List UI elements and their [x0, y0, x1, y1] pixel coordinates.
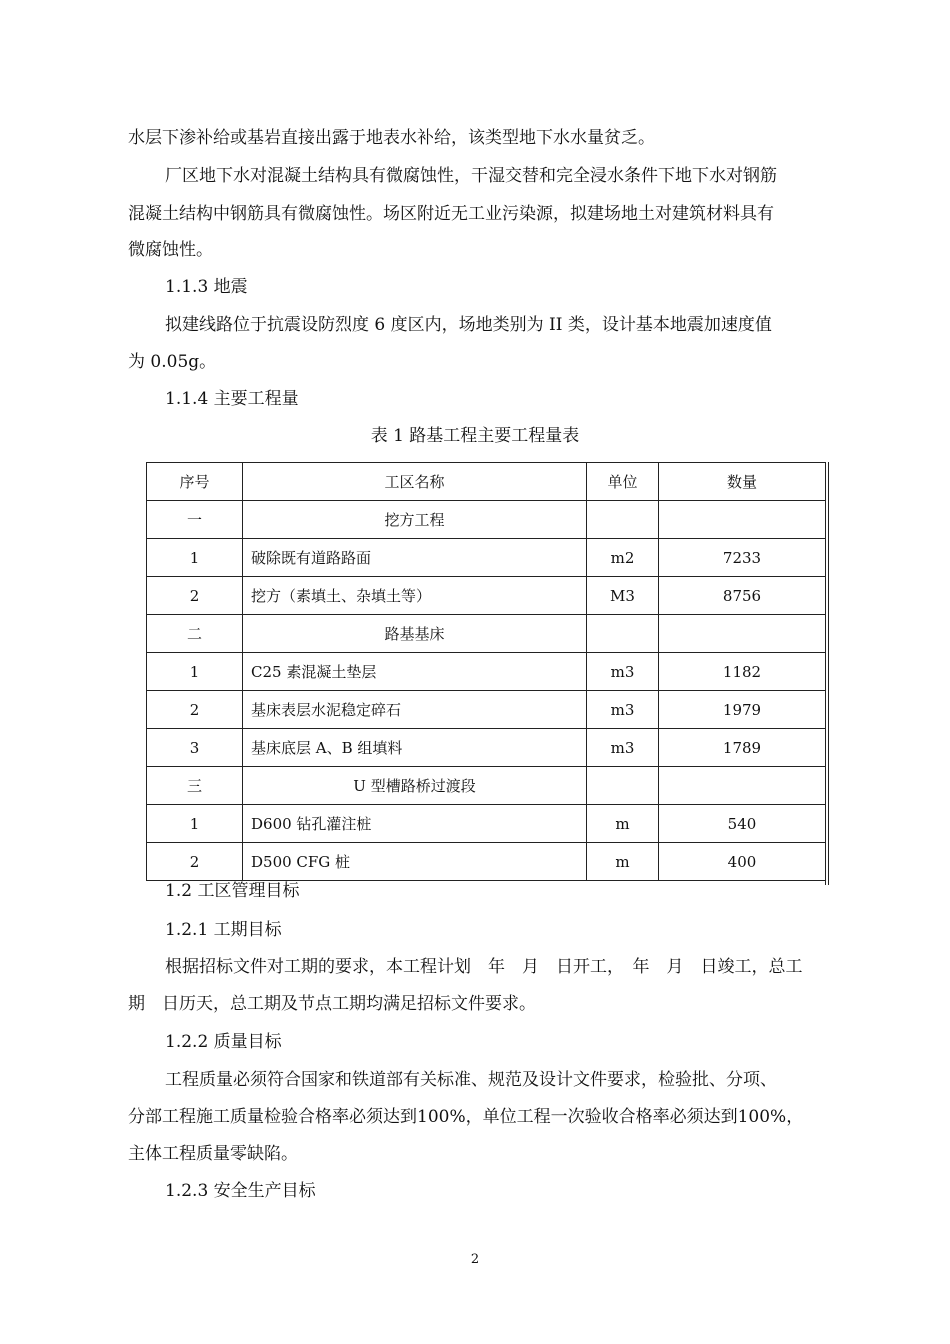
unit-cell: m2	[587, 539, 659, 577]
quantity-cell: 7233	[659, 539, 826, 577]
page-number: 2	[470, 1252, 480, 1267]
paragraph-line: 根据招标文件对工期的要求，本工程计划 年 月 日开工， 年 月 日竣工，总工	[165, 957, 803, 977]
header-cell: 单位	[587, 463, 659, 501]
item-name-cell: 挖方（素填土、杂填土等）	[243, 577, 587, 615]
quantities-table	[146, 462, 826, 881]
unit-cell	[587, 501, 659, 539]
unit-cell: m3	[587, 653, 659, 691]
table-row	[147, 501, 826, 539]
paragraph-line: 水层下渗补给或基岩直接出露于地表水补给，该类型地下水水量贫乏。	[128, 128, 655, 148]
quantity-cell	[659, 615, 826, 653]
unit-cell: m	[587, 805, 659, 843]
paragraph-line: 微腐蚀性。	[128, 240, 213, 260]
section-heading: 1.2.2 质量目标	[165, 1032, 282, 1052]
unit-cell	[587, 767, 659, 805]
table-row	[147, 729, 826, 767]
row-index-cell: 2	[147, 691, 243, 729]
quantity-cell: 400	[659, 843, 826, 881]
table-caption: 表 1 路基工程主要工程量表	[370, 426, 580, 446]
section-heading: 1.2.3 安全生产目标	[165, 1181, 316, 1201]
row-index-cell: 一	[147, 501, 243, 539]
table-row	[147, 653, 826, 691]
paragraph-line: 混凝土结构中钢筋具有微腐蚀性。场区附近无工业污染源，拟建场地土对建筑材料具有	[128, 204, 774, 224]
table-right-border	[825, 462, 829, 885]
paragraph-line: 厂区地下水对混凝土结构具有微腐蚀性，干湿交替和完全浸水条件下地下水对钢筋	[165, 166, 777, 186]
unit-cell: m3	[587, 691, 659, 729]
row-index-cell: 3	[147, 729, 243, 767]
quantity-cell: 1979	[659, 691, 826, 729]
row-index-cell: 三	[147, 767, 243, 805]
unit-cell: m3	[587, 729, 659, 767]
quantity-cell: 1182	[659, 653, 826, 691]
section-heading: 1.1.3 地震	[165, 277, 248, 297]
header-cell: 工区名称	[243, 463, 587, 501]
unit-cell: M3	[587, 577, 659, 615]
unit-cell	[587, 615, 659, 653]
item-name-cell: U 型槽路桥过渡段	[243, 767, 587, 805]
item-name-cell: 基床底层 A、B 组填料	[243, 729, 587, 767]
paragraph-line: 分部工程施工质量检验合格率必须达到100%，单位工程一次验收合格率必须达到100%，	[128, 1107, 804, 1127]
quantity-cell: 540	[659, 805, 826, 843]
table-row	[147, 615, 826, 653]
table-row	[147, 767, 826, 805]
item-name-cell: D500 CFG 桩	[243, 843, 587, 881]
section-heading: 1.2 工区管理目标	[165, 881, 300, 901]
paragraph-line: 主体工程质量零缺陷。	[128, 1144, 298, 1164]
unit-cell: m	[587, 843, 659, 881]
item-name-cell: D600 钻孔灌注桩	[243, 805, 587, 843]
table-row	[147, 577, 826, 615]
quantity-cell: 8756	[659, 577, 826, 615]
row-index-cell: 2	[147, 843, 243, 881]
header-cell: 数量	[659, 463, 826, 501]
item-name-cell: 路基基床	[243, 615, 587, 653]
item-name-cell: 基床表层水泥稳定碎石	[243, 691, 587, 729]
row-index-cell: 1	[147, 539, 243, 577]
item-name-cell: 破除既有道路路面	[243, 539, 587, 577]
paragraph-line: 工程质量必须符合国家和铁道部有关标准、规范及设计文件要求，检验批、分项、	[165, 1070, 777, 1090]
row-index-cell: 1	[147, 805, 243, 843]
row-index-cell: 1	[147, 653, 243, 691]
paragraph-line: 为 0.05g。	[128, 352, 217, 372]
row-index-cell: 二	[147, 615, 243, 653]
section-heading: 1.1.4 主要工程量	[165, 389, 299, 409]
table-row	[147, 843, 826, 881]
section-heading: 1.2.1 工期目标	[165, 920, 282, 940]
paragraph-line: 期 日历天，总工期及节点工期均满足招标文件要求。	[128, 994, 536, 1014]
row-index-cell: 2	[147, 577, 243, 615]
table-row	[147, 539, 826, 577]
table-header-row	[147, 463, 826, 501]
table-row	[147, 691, 826, 729]
paragraph-line: 拟建线路位于抗震设防烈度 6 度区内，场地类别为 II 类，设计基本地震加速度值	[165, 315, 772, 335]
table-row	[147, 805, 826, 843]
item-name-cell: C25 素混凝土垫层	[243, 653, 587, 691]
header-cell: 序号	[147, 463, 243, 501]
quantity-cell: 1789	[659, 729, 826, 767]
item-name-cell: 挖方工程	[243, 501, 587, 539]
quantity-cell	[659, 767, 826, 805]
quantity-cell	[659, 501, 826, 539]
